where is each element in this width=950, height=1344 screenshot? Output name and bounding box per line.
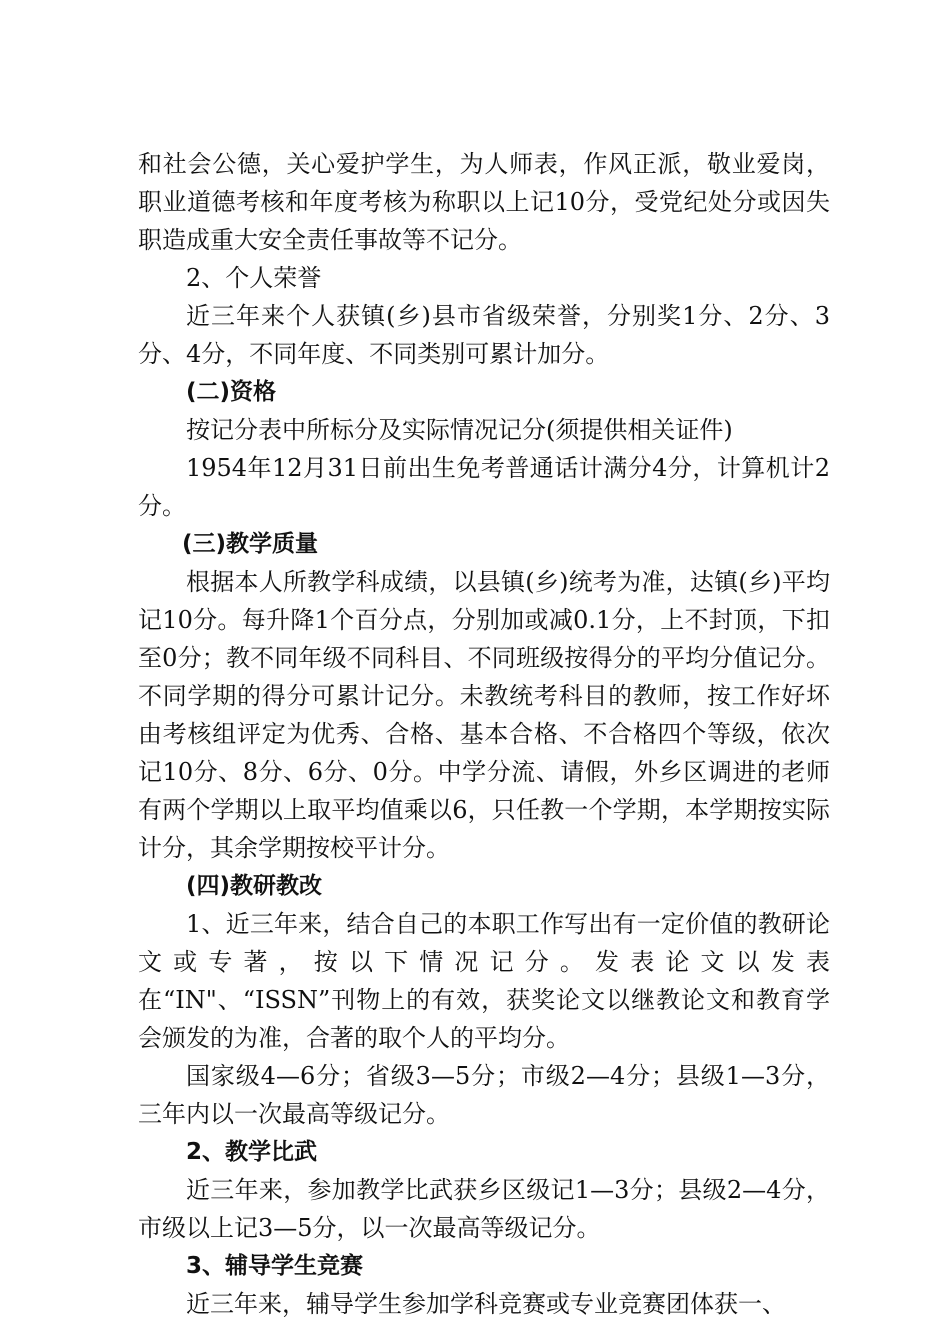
document-page <box>138 145 830 1323</box>
subheading-student-competition: 3、辅导学生竞赛 <box>186 1253 364 1279</box>
section-heading-qualifications: (二)资格 <box>186 379 277 405</box>
paragraph-personal-honors: 近三年来个人获镇(乡)县市省级荣誉，分别奖1分、2分、3分、4分，不同年度、不同类别可累计加分。 <box>138 302 830 368</box>
paragraph-student-competition: 近三年来，辅导学生参加学科竞赛或专业竞赛团体获一、 <box>186 1290 786 1318</box>
paragraph-research-papers: 1、近三年来，结合自己的本职工作写出有一定价值的教研论文或专著，按以下情况记分。发表论文以发表在“IN"、“ISSN”刊物上的有效，获奖论文以继教论文和教育学会颁发的为准，合著的取个人的平均分。 <box>138 910 830 1052</box>
paragraph-teaching-quality: 根据本人所教学科成绩，以县镇(乡)统考为准，达镇(乡)平均记10分。每升降1个百分点，分别加或减0.1分，上不封顶，下扣至0分；教不同年级不同科目、不同班级按得分的平均分值记分。不同学期的得分可累计记分。未教统考科目的教师，按工作好坏由考核组评定为优秀、合格、基本合格、不合格四个等级，依次记10分、8分、6分、0分。中学分流、请假，外乡区调进的老师有两个学期以上取平均值乘以6，只任教一个学期，本学期按实际计分，其余学期按校平计分。 <box>138 568 830 862</box>
subheading-teaching-contest: 2、教学比武 <box>186 1139 318 1165</box>
paragraph-research-levels: 国家级4—6分；省级3—5分；市级2—4分；县级1—3分，三年内以一次最高等级记分。 <box>138 1062 830 1128</box>
paragraph-ethics-scoring: 和社会公德，关心爱护学生，为人师表，作风正派，敬业爱岗，职业道德考核和年度考核为称职以上记10分，受党纪处分或因失职造成重大安全责任事故等不记分。 <box>138 150 830 254</box>
paragraph-qualifications-exemption: 1954年12月31日前出生免考普通话计满分4分，计算机计2分。 <box>138 454 830 520</box>
section-heading-research: (四)教研教改 <box>186 873 323 899</box>
section-heading-teaching-quality: (三)教学质量 <box>182 531 319 557</box>
paragraph-teaching-contest: 近三年来，参加教学比武获乡区级记1—3分；县级2—4分，市级以上记3—5分，以一次最高等级记分。 <box>138 1176 830 1242</box>
subheading-personal-honors: 2、个人荣誉 <box>186 264 322 292</box>
paragraph-qualifications-rule: 按记分表中所标分及实际情况记分(须提供相关证件) <box>186 416 733 444</box>
